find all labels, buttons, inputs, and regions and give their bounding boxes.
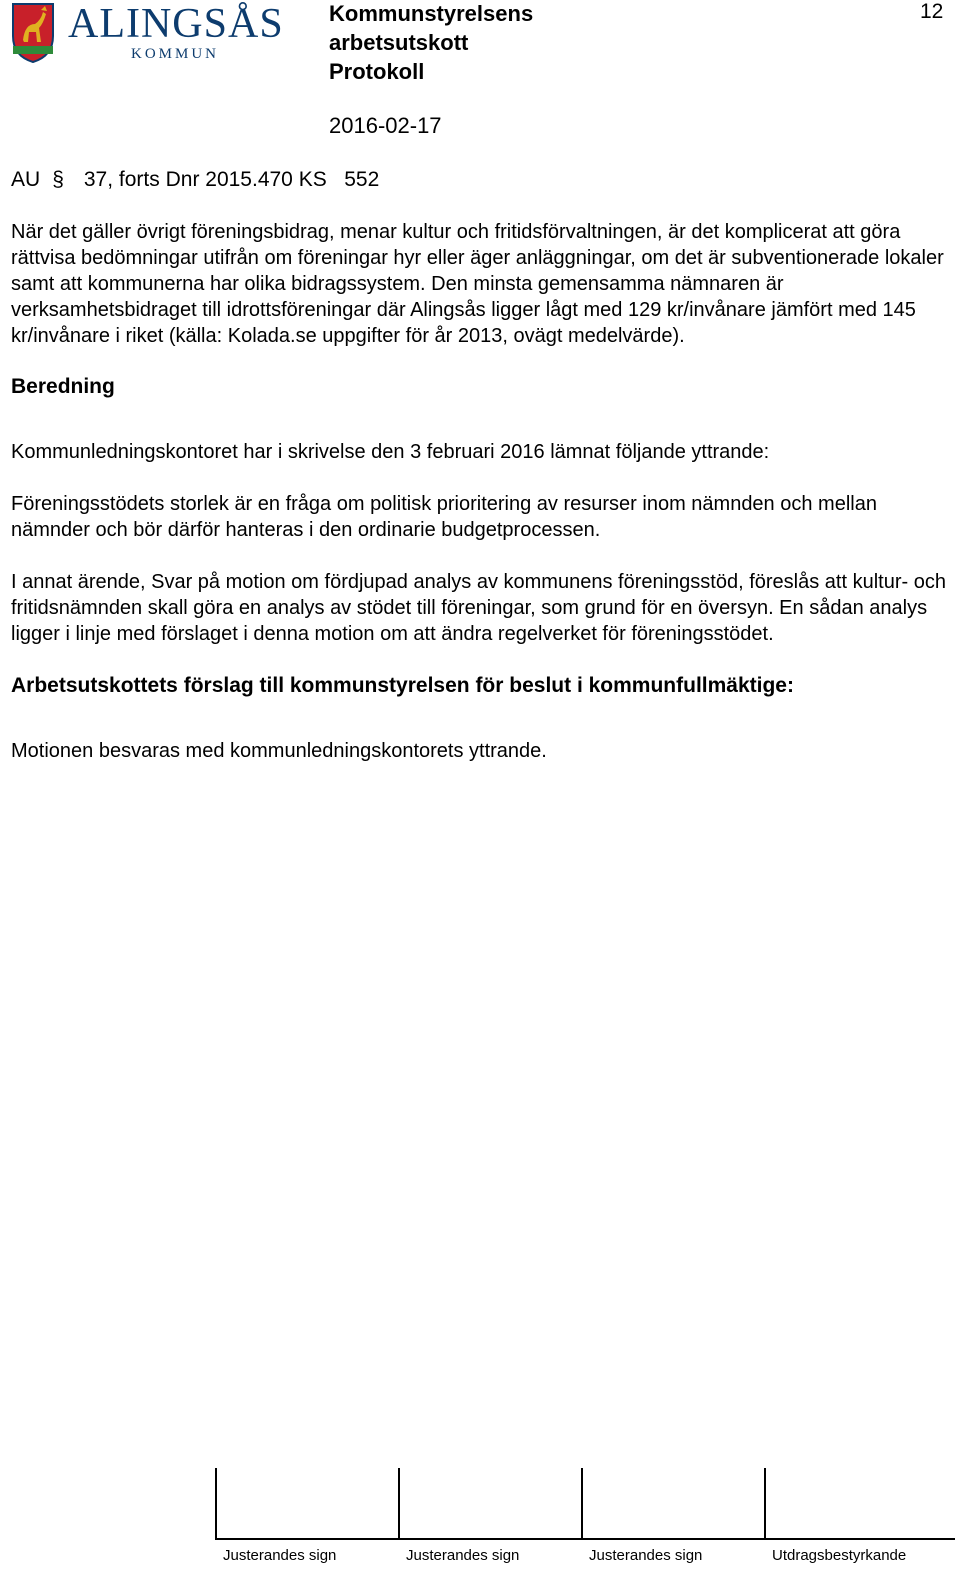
alingsas-logo <box>11 2 286 68</box>
heading-beredning: Beredning <box>11 375 115 398</box>
heading-forslag: Arbetsutskottets förslag till kommunstyrelsen för beslut i kommunfullmäktige: <box>11 674 794 697</box>
signature-label-certification: Utdragsbestyrkande <box>772 1547 907 1564</box>
committee-abbr: AU <box>11 168 41 191</box>
paragraph-beslut: Motionen besvaras med kommunledningskontorets yttrande. <box>11 740 547 762</box>
paragraph-number: 37, forts <box>83 168 160 191</box>
coat-of-arms-icon <box>11 2 55 64</box>
diary-number: Dnr 2015.470 KS <box>165 168 327 191</box>
doc-type: Protokoll <box>329 59 425 84</box>
page-number: 12 <box>920 0 944 23</box>
diary-number-suffix: 552 <box>344 168 380 191</box>
org-name-line1: Kommunstyrelsens <box>329 1 534 26</box>
paragraph-annat-arende: I annat ärende, Svar på motion om fördjupad analys av kommunens föreningsstöd, föreslås att kultur- och fritidsnämnden skall göra en analys av stödet till föreningar, som grund för en översyn. En sådan analys ligger i linje med förslaget i denna motion om att ändra regelverket för föreningsstödet. <box>11 571 946 645</box>
signature-divider <box>581 1468 583 1538</box>
paragraph-yttrande-intro: Kommunledningskontoret har i skrivelse den 3 februari 2016 lämnat följande yttrande: <box>11 441 770 463</box>
paragraph-reference <box>11 168 379 192</box>
signature-divider <box>764 1468 766 1538</box>
signature-divider <box>398 1468 400 1538</box>
logo-wordmark: ALINGSÅS <box>68 1 284 47</box>
document-header <box>329 0 533 86</box>
signature-table <box>215 1468 955 1587</box>
signature-baseline <box>215 1538 955 1540</box>
signature-label-3: Justerandes sign <box>589 1547 703 1564</box>
section-sign: § <box>52 168 64 191</box>
paragraph-foreningsstod: Föreningsstödets storlek är en fråga om politisk prioritering av resurser inom nämnden och mellan nämnder och bör därför hanteras i den ordinarie budgetprocessen. <box>11 493 877 541</box>
org-name-line2: arbetsutskott <box>329 30 469 55</box>
document-body <box>11 219 951 764</box>
meeting-date: 2016-02-17 <box>329 113 442 138</box>
paragraph-foreningsbidrag: När det gäller övrigt föreningsbidrag, menar kultur och fritidsförvaltningen, är det komplicerat att göra rättvisa bedömningar utifrån om föreningar hyr eller äger anläggningar, om det är subventionerade lokaler samt att kommunerna har olika bidragssystem. Den minsta gemensamma nämnaren är verksamhetsbidraget till idrottsföreningar där Alingsås ligger lågt med 129 kr/invånare jämfört med 145 kr/invånare i riket (källa: Kolada.se uppgifter för år 2013, ovägt medelvärde). <box>11 221 944 347</box>
signature-label-2: Justerandes sign <box>406 1547 520 1564</box>
signature-divider <box>215 1468 217 1538</box>
logo-subtitle: KOMMUN <box>131 46 220 62</box>
signature-label-1: Justerandes sign <box>223 1547 337 1564</box>
